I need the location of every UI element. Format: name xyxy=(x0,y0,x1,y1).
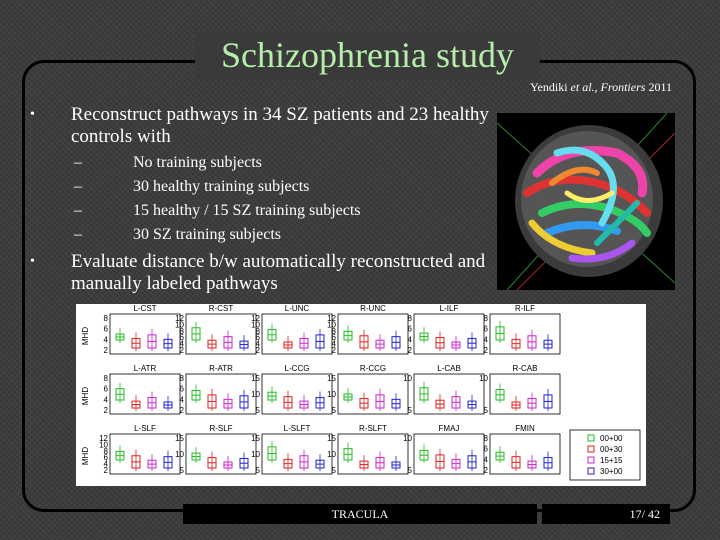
y-axis-label: MHD xyxy=(81,326,90,346)
tick-label: 5 xyxy=(331,466,336,475)
tick-label: 4 xyxy=(103,335,108,345)
citation-authors: Yendiki xyxy=(530,80,571,94)
panel-title: R-ILF xyxy=(515,304,535,313)
tick-label: 6 xyxy=(103,453,108,463)
tick-label: 10 xyxy=(327,320,336,330)
sub-item-text: No training subjects xyxy=(133,154,262,171)
panel-title: R-CAB xyxy=(512,364,538,373)
bullet-text: Evaluate distance b/w automatically reconstructed and manually labeled pathways xyxy=(71,251,486,294)
sub-list xyxy=(30,151,490,247)
boxplot-figure xyxy=(76,304,646,486)
tick-label: 8 xyxy=(179,374,184,383)
panel-title: L-ILF xyxy=(439,304,459,313)
tick-label: 2 xyxy=(103,406,108,415)
tick-label: 4 xyxy=(331,339,336,349)
legend-label: 00+30 xyxy=(600,445,623,454)
sub-item-text: 15 healthy / 15 SZ training subjects xyxy=(133,202,361,219)
tick-label: 8 xyxy=(483,434,488,443)
dash-symbol: – xyxy=(74,154,82,171)
bullet-item xyxy=(30,104,490,148)
slide-title: Schizophrenia study xyxy=(195,32,540,80)
tick-label: 4 xyxy=(407,335,412,345)
y-axis-label: MHD xyxy=(81,446,90,466)
tick-label: 6 xyxy=(255,333,260,343)
tick-label: 6 xyxy=(331,333,336,343)
tick-label: 10 xyxy=(251,320,260,330)
tick-label: 2 xyxy=(103,346,108,355)
tick-label: 4 xyxy=(483,335,488,345)
tick-label: 5 xyxy=(407,406,412,415)
y-axis-label: MHD xyxy=(81,386,90,406)
tick-label: 10 xyxy=(251,450,260,459)
bullet-symbol: • xyxy=(30,107,35,122)
panel-title: FMAJ xyxy=(438,424,460,433)
dash-symbol: – xyxy=(74,178,82,195)
tick-label: 8 xyxy=(483,314,488,323)
citation-year: 2011 xyxy=(645,80,672,94)
tick-label: 8 xyxy=(103,314,108,323)
tick-label: 5 xyxy=(331,406,336,415)
panel-title: L-CST xyxy=(133,304,157,313)
tick-label: 10 xyxy=(403,434,412,443)
tick-label: 4 xyxy=(483,455,488,465)
panel-title: L-CAB xyxy=(437,364,461,373)
tick-label: 12 xyxy=(175,314,184,323)
tick-label: 10 xyxy=(251,390,260,399)
panel-title: L-ATR xyxy=(133,364,157,373)
tick-label: 2 xyxy=(483,466,488,475)
tick-label: 2 xyxy=(103,466,108,475)
tick-label: 5 xyxy=(179,466,184,475)
tick-label: 4 xyxy=(255,339,260,349)
tick-label: 2 xyxy=(331,346,336,355)
tick-label: 2 xyxy=(179,406,184,415)
bullet-text: Reconstruct pathways in 34 SZ patients and 23 healthy controls with xyxy=(71,104,489,147)
tractography-image xyxy=(497,113,675,290)
tick-label: 8 xyxy=(407,314,412,323)
tractography-render xyxy=(497,113,675,290)
tick-label: 8 xyxy=(103,446,108,456)
tick-label: 6 xyxy=(179,333,184,343)
tick-label: 12 xyxy=(99,434,108,443)
bullet-item xyxy=(30,251,490,295)
tick-label: 2 xyxy=(483,346,488,355)
tick-label: 5 xyxy=(255,406,260,415)
tick-label: 10 xyxy=(403,374,412,383)
tick-label: 2 xyxy=(179,346,184,355)
sub-item xyxy=(30,151,490,175)
tick-label: 4 xyxy=(179,395,184,405)
tick-label: 10 xyxy=(175,450,184,459)
tick-label: 15 xyxy=(327,434,336,443)
citation-journal: et al., Frontiers xyxy=(570,80,646,94)
panel-title: L-CCG xyxy=(284,364,310,373)
tick-label: 15 xyxy=(175,434,184,443)
legend-label: 30+00 xyxy=(600,467,623,476)
dash-symbol: – xyxy=(74,202,82,219)
tick-label: 2 xyxy=(407,346,412,355)
tick-label: 8 xyxy=(103,374,108,383)
panel-title: L-UNC xyxy=(284,304,310,313)
tick-label: 12 xyxy=(327,314,336,323)
tick-label: 6 xyxy=(483,324,488,334)
bullet-list xyxy=(30,104,490,295)
tick-label: 10 xyxy=(175,320,184,330)
legend-label: 00+00 xyxy=(600,434,623,443)
citation xyxy=(420,80,672,95)
panel-title: L-SLF xyxy=(134,424,156,433)
tick-label: 15 xyxy=(251,374,260,383)
tick-label: 6 xyxy=(179,384,184,394)
tick-label: 10 xyxy=(327,390,336,399)
tick-label: 4 xyxy=(103,395,108,405)
tick-label: 2 xyxy=(255,346,260,355)
dash-symbol: – xyxy=(74,226,82,243)
sub-item-text: 30 healthy training subjects xyxy=(133,178,310,195)
panel-title: R-ATR xyxy=(209,364,233,373)
tick-label: 6 xyxy=(407,324,412,334)
panel-title: R-CST xyxy=(208,304,234,313)
tick-label: 8 xyxy=(179,326,184,336)
panel-title: FMIN xyxy=(515,424,535,433)
sub-item xyxy=(30,175,490,199)
tick-label: 10 xyxy=(99,440,108,450)
page-number: 17/ 42 xyxy=(542,504,670,524)
tick-label: 6 xyxy=(483,444,488,454)
tick-label: 15 xyxy=(251,434,260,443)
tick-label: 6 xyxy=(103,384,108,394)
tick-label: 10 xyxy=(479,374,488,383)
boxplot-grid xyxy=(76,304,646,486)
sub-item-text: 30 SZ training subjects xyxy=(133,226,281,243)
tick-label: 6 xyxy=(103,324,108,334)
panel-title: R-UNC xyxy=(360,304,386,313)
tick-label: 4 xyxy=(179,339,184,349)
panel-title: L-SLFT xyxy=(283,424,311,433)
legend-label: 15+15 xyxy=(600,456,623,465)
panel-title: R-SLFT xyxy=(359,424,387,433)
sub-item xyxy=(30,223,490,247)
sub-item xyxy=(30,199,490,223)
panel-title: R-SLF xyxy=(209,424,233,433)
footer-title: TRACULA xyxy=(183,504,537,524)
tick-label: 5 xyxy=(407,466,412,475)
tick-label: 5 xyxy=(483,406,488,415)
tick-label: 15 xyxy=(327,374,336,383)
tick-label: 4 xyxy=(103,459,108,469)
tick-label: 12 xyxy=(251,314,260,323)
tick-label: 8 xyxy=(255,326,260,336)
tick-label: 10 xyxy=(327,450,336,459)
bullet-symbol: • xyxy=(30,254,35,269)
tick-label: 8 xyxy=(331,326,336,336)
panel-title: R-CCG xyxy=(359,364,387,373)
tick-label: 5 xyxy=(255,466,260,475)
